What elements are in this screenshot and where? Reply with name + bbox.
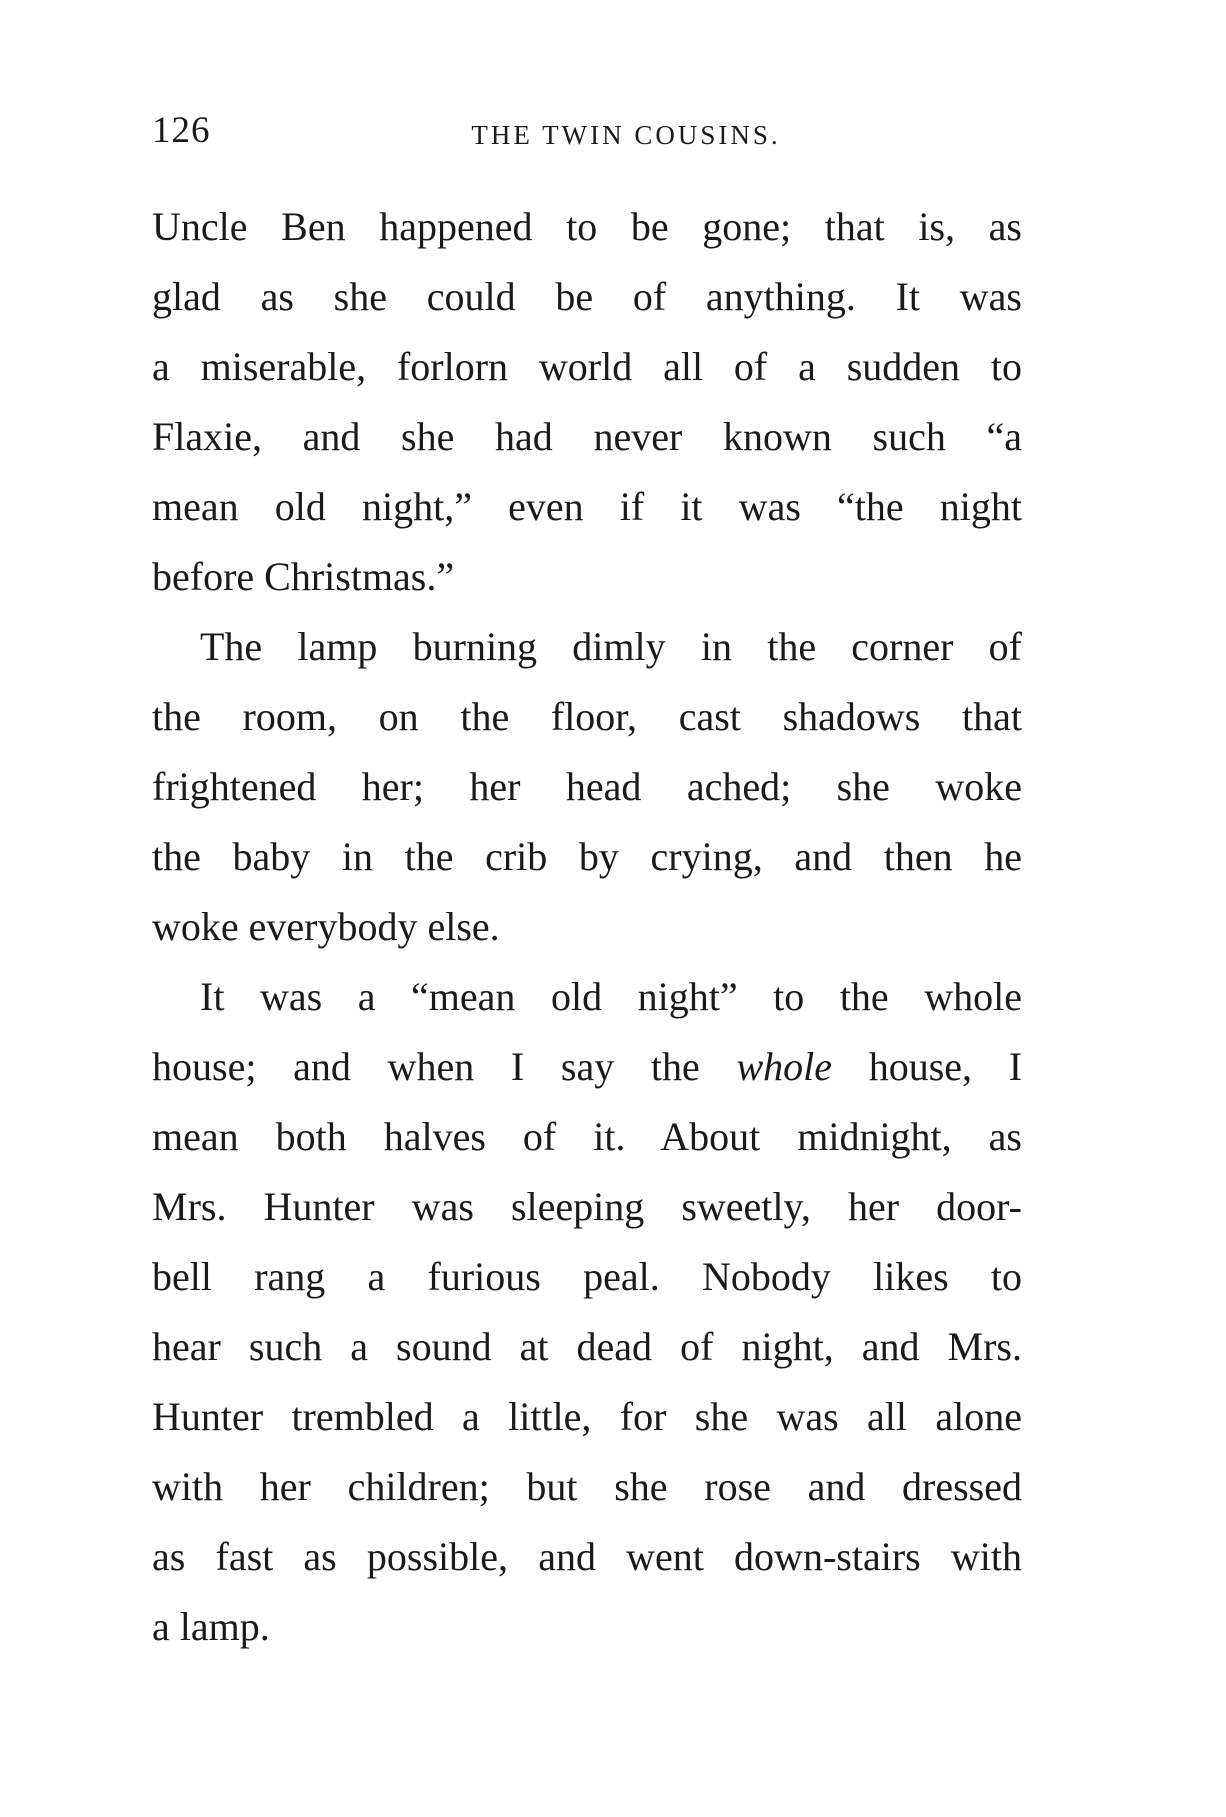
text-line: It was a “mean old night” to the whole [200,974,1022,1019]
text-line: the baby in the crib by crying, and then he [152,834,1022,879]
text-line: as fast as possible, and went down-stairs with [152,1534,1022,1579]
text-line: a lamp. [152,1604,270,1649]
body-text [152,192,1022,1662]
text-line: mean both halves of it. About midnight, as [152,1114,1022,1159]
text-line: mean old night,” even if it was “the night [152,484,1022,529]
text-line: the room, on the floor, cast shadows that [152,694,1022,739]
running-head [152,106,1022,156]
text-line: with her children; but she rose and dressed [152,1464,1022,1509]
text-line: The lamp burning dimly in the corner of [200,624,1022,669]
text-line: Flaxie, and she had never known such “a [152,414,1022,459]
text-line: hear such a sound at dead of night, and Mrs. [152,1324,1022,1369]
page-number: 126 [152,110,211,151]
text-line-with-emphasis [152,1032,1022,1102]
running-title: THE TWIN COUSINS. [471,120,781,150]
text-line: a miserable, forlorn world all of a sudden to [152,344,1022,389]
paragraph-3 [152,962,1022,1662]
text-line: Hunter trembled a little, for she was all alone [152,1394,1022,1439]
text-line: Mrs. Hunter was sleeping sweetly, her door- [152,1184,1022,1229]
text-line: Uncle Ben happened to be gone; that is, as [152,204,1022,249]
emphasis-word: whole [736,1044,832,1089]
paragraph-2 [152,612,1022,962]
text-line: bell rang a furious peal. Nobody likes to [152,1254,1022,1299]
text-fragment: house, I [868,1044,1023,1089]
text-line: glad as she could be of anything. It was [152,274,1022,319]
text-fragment: house; and when I say the [152,1044,700,1089]
text-line: woke everybody else. [152,904,500,949]
paragraph-1 [152,192,1022,612]
text-line: before Christmas.” [152,554,455,599]
text-line: frightened her; her head ached; she woke [152,764,1022,809]
